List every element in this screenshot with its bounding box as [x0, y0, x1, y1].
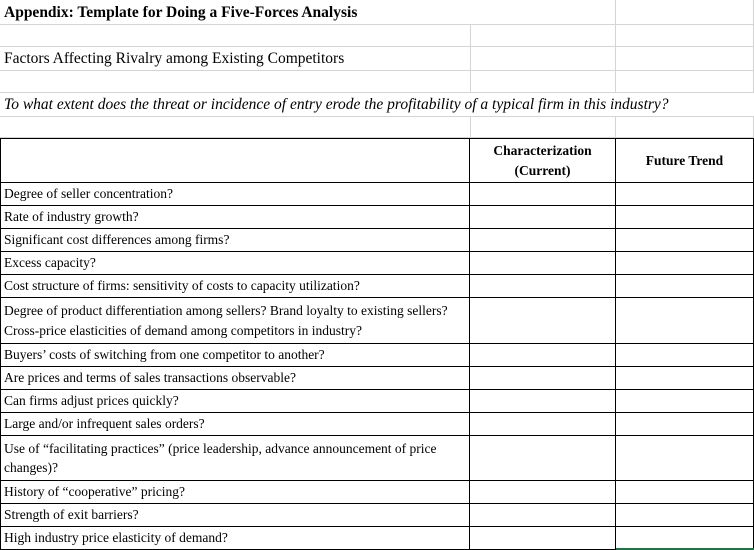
characterization-cell[interactable]: [470, 229, 616, 252]
header-future-trend[interactable]: [616, 138, 754, 183]
empty-cell[interactable]: [616, 0, 754, 25]
factor-label: Are prices and terms of sales transactions observable?: [4, 370, 297, 386]
empty-cell[interactable]: [616, 71, 754, 93]
factor-cell[interactable]: [0, 183, 470, 206]
factor-cell[interactable]: [0, 527, 470, 550]
factor-cell[interactable]: [0, 390, 470, 413]
future-trend-cell[interactable]: [616, 504, 754, 527]
section-title[interactable]: Factors Affecting Rivalry among Existing Competitors: [0, 47, 470, 71]
header-characterization[interactable]: [470, 138, 616, 183]
table-row: [0, 298, 754, 344]
characterization-cell[interactable]: [470, 436, 616, 481]
characterization-cell[interactable]: [470, 527, 616, 550]
factor-label: Degree of product differentiation among sellers? Brand loyalty to existing sellers? Cross-price elasticities of demand among competitors in industry?: [4, 303, 448, 338]
table-row: [0, 481, 754, 504]
empty-cell[interactable]: [616, 117, 754, 138]
factor-cell[interactable]: [0, 413, 470, 436]
factor-label: Rate of industry growth?: [4, 209, 139, 225]
header-characterization-line2: (Current): [514, 162, 571, 178]
table-row: [0, 183, 754, 206]
factor-label: Strength of exit barriers?: [4, 507, 139, 523]
empty-cell[interactable]: [470, 25, 616, 47]
factor-label: Buyers’ costs of switching from one competitor to another?: [4, 347, 325, 363]
future-trend-cell[interactable]: [616, 275, 754, 298]
future-trend-cell[interactable]: [616, 344, 754, 367]
factor-cell[interactable]: [0, 252, 470, 275]
characterization-cell[interactable]: [470, 275, 616, 298]
empty-cell[interactable]: [616, 47, 754, 71]
table-row: [0, 229, 754, 252]
future-trend-cell[interactable]: [616, 206, 754, 229]
table-row: [0, 252, 754, 275]
factor-label: High industry price elasticity of demand?: [4, 530, 228, 546]
selection-indicator: [616, 545, 754, 550]
sheet-title[interactable]: Appendix: Template for Doing a Five-Forces Analysis: [0, 0, 616, 25]
characterization-cell[interactable]: [470, 504, 616, 527]
factor-label: History of “cooperative” pricing?: [4, 484, 186, 500]
table-row: [0, 504, 754, 527]
characterization-cell[interactable]: [470, 390, 616, 413]
blank-row: [0, 117, 754, 138]
title-row: [0, 0, 754, 25]
characterization-cell[interactable]: [470, 481, 616, 504]
factor-label: Degree of seller concentration?: [4, 186, 174, 202]
factor-cell[interactable]: [0, 504, 470, 527]
factor-label: Cost structure of firms: sensitivity of costs to capacity utilization?: [4, 278, 360, 294]
factor-cell[interactable]: [0, 367, 470, 390]
analysis-question[interactable]: To what extent does the threat or incidence of entry erode the profitability of a typical firm in this industry?: [0, 93, 754, 117]
table-header-row: [0, 138, 754, 183]
characterization-cell[interactable]: [470, 367, 616, 390]
empty-cell[interactable]: [470, 47, 616, 71]
future-trend-cell[interactable]: [616, 229, 754, 252]
factor-label: Use of “facilitating practices” (price leadership, advance announcement of price changes)?: [4, 440, 437, 475]
characterization-cell[interactable]: [470, 206, 616, 229]
future-trend-cell[interactable]: [616, 183, 754, 206]
header-future-trend-label: Future Trend: [645, 152, 724, 168]
header-factor-cell[interactable]: [0, 138, 470, 183]
future-trend-cell[interactable]: [616, 436, 754, 481]
table-row: [0, 206, 754, 229]
blank-row: [0, 25, 754, 47]
question-row: [0, 93, 754, 117]
factor-cell[interactable]: [0, 298, 470, 344]
characterization-cell[interactable]: [470, 252, 616, 275]
factor-cell[interactable]: [0, 275, 470, 298]
empty-cell[interactable]: [616, 25, 754, 47]
future-trend-cell[interactable]: [616, 298, 754, 344]
blank-row: [0, 71, 754, 93]
factor-cell[interactable]: [0, 481, 470, 504]
future-trend-cell[interactable]: [616, 413, 754, 436]
factor-label: Large and/or infrequent sales orders?: [4, 416, 205, 432]
factor-cell[interactable]: [0, 436, 470, 481]
table-row: [0, 344, 754, 367]
empty-cell[interactable]: [470, 117, 616, 138]
future-trend-cell[interactable]: [616, 367, 754, 390]
characterization-cell[interactable]: [470, 344, 616, 367]
table-row: [0, 390, 754, 413]
section-title-row: [0, 47, 754, 71]
factor-label: Significant cost differences among firms?: [4, 232, 230, 248]
characterization-cell[interactable]: [470, 298, 616, 344]
table-row: [0, 413, 754, 436]
characterization-cell[interactable]: [470, 413, 616, 436]
empty-cell[interactable]: [0, 25, 470, 47]
factor-cell[interactable]: [0, 229, 470, 252]
empty-cell[interactable]: [0, 71, 470, 93]
factor-label: Excess capacity?: [4, 255, 96, 271]
future-trend-cell[interactable]: [616, 252, 754, 275]
table-row: [0, 367, 754, 390]
empty-cell[interactable]: [0, 117, 470, 138]
future-trend-cell[interactable]: [616, 390, 754, 413]
header-characterization-line1: Characterization: [493, 142, 592, 158]
empty-cell[interactable]: [470, 71, 616, 93]
factor-cell[interactable]: [0, 206, 470, 229]
future-trend-cell[interactable]: [616, 481, 754, 504]
table-row: [0, 275, 754, 298]
factor-label: Can firms adjust prices quickly?: [4, 393, 179, 409]
characterization-cell[interactable]: [470, 183, 616, 206]
factor-cell[interactable]: [0, 344, 470, 367]
table-row: [0, 436, 754, 481]
